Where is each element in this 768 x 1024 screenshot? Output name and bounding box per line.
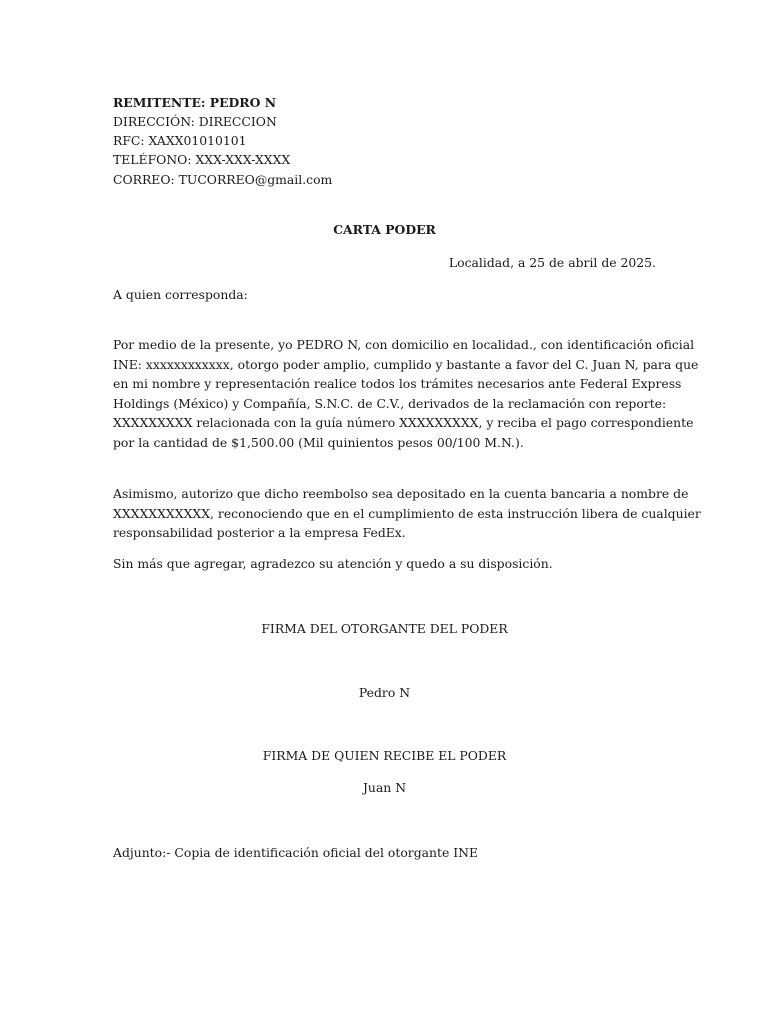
- grantee-signature-label: FIRMA DE QUIEN RECIBE EL PODER: [262, 748, 507, 763]
- paragraph-line: Por medio de la presente, yo PEDRO N, con domicilio en localidad., con identificación oficial: [113, 337, 695, 352]
- attachment-note: Adjunto:- Copia de identificación oficial del otorgante INE: [113, 845, 479, 860]
- grantee-name: Juan N: [362, 780, 407, 795]
- paragraph-line: por la cantidad de $1,500.00 (Mil quinientos pesos 00/100 M.N.).: [113, 434, 524, 450]
- paragraph-line: Asimismo, autorizo que dicho reembolso sea depositado en la cuenta bancaria a nombre de: [113, 486, 689, 501]
- sender-address: DIRECCIÓN: DIRECCION: [113, 114, 277, 129]
- grantor-signature-label: FIRMA DEL OTORGANTE DEL PODER: [261, 621, 508, 636]
- grantor-name: Pedro N: [358, 685, 411, 700]
- date-line: Localidad, a 25 de abril de 2025.: [448, 255, 656, 270]
- paragraph-refund-authorization: [113, 484, 701, 543]
- closing-line: Sin más que agregar, agradezco su atención y quedo a su disposición.: [113, 556, 553, 571]
- paragraph-line: Holdings (México) y Compañía, S.N.C. de C.V., derivados de la reclamación con reporte:: [113, 395, 667, 411]
- paragraph-line: INE: xxxxxxxxxxxx, otorgo poder amplio, cumplido y bastante a favor del C. Juan N, para que: [113, 356, 699, 372]
- letter-title: CARTA PODER: [333, 222, 436, 237]
- paragraph-line: XXXXXXXXX relacionada con la guía número XXXXXXXXX, y reciba el pago correspondiente: [113, 415, 694, 431]
- sender-rfc: RFC: XAXX01010101: [113, 133, 247, 148]
- sender-name: REMITENTE: PEDRO N: [113, 95, 277, 110]
- paragraph-line: en mi nombre y representación realice todos los trámites necesarios ante Federal Express: [113, 376, 682, 392]
- document-page: [113, 0, 701, 1024]
- paragraph-line: responsabilidad posterior a la empresa FedEx.: [113, 525, 406, 541]
- paragraph-line: XXXXXXXXXXX, reconociendo que en el cumplimiento de esta instrucción libera de cualquier: [113, 505, 701, 521]
- sender-phone: TELÉFONO: XXX-XXX-XXXX: [113, 152, 291, 167]
- sender-email: CORREO: TUCORREO@gmail.com: [113, 172, 333, 187]
- salutation: A quien corresponda:: [113, 287, 248, 302]
- paragraph-power-grant: [113, 335, 699, 453]
